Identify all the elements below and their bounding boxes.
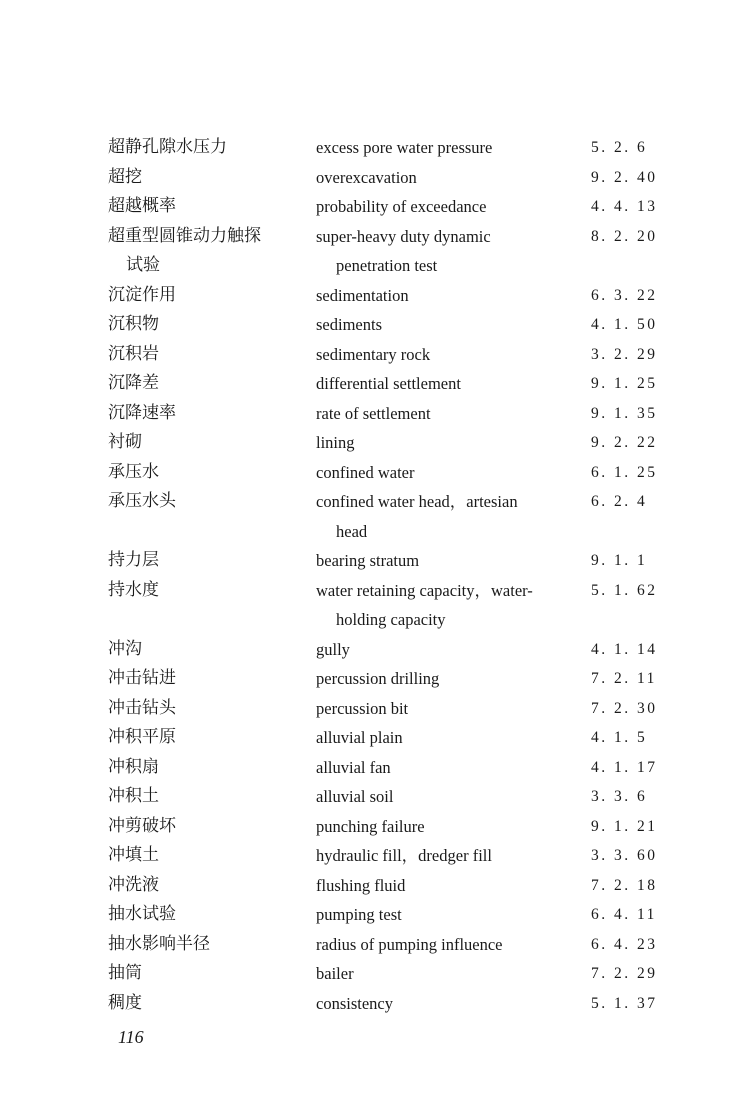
- glossary-entry: [108, 458, 668, 488]
- chinese-term: 超静孔隙水压力: [108, 137, 227, 157]
- chinese-term: 衬砌: [108, 432, 142, 452]
- glossary-entry: [108, 635, 668, 665]
- chinese-term: 沉降差: [108, 373, 159, 393]
- chinese-term: 冲积平原: [108, 727, 176, 747]
- english-term-line2: head: [336, 521, 368, 541]
- chinese-term: 抽水影响半径: [108, 933, 210, 954]
- chinese-term: 冲积扇: [108, 756, 159, 777]
- section-reference: 4. 4. 13: [591, 198, 658, 215]
- english-term: differential settlement: [316, 374, 461, 393]
- section-reference: 6. 4. 11: [591, 906, 657, 923]
- english-term: sedimentation: [316, 285, 409, 305]
- chinese-term: 冲积土: [108, 786, 159, 806]
- section-reference: 7. 2. 29: [591, 965, 658, 982]
- english-term: alluvial plain: [316, 728, 403, 747]
- english-term: flushing fluid: [316, 875, 406, 895]
- glossary-entry: [108, 399, 668, 429]
- chinese-term: 沉淀作用: [108, 284, 176, 305]
- section-reference: 9. 2. 40: [591, 168, 658, 186]
- glossary-entry: [108, 192, 668, 222]
- chinese-term: 沉降速率: [108, 402, 176, 423]
- glossary-entry: [108, 753, 668, 783]
- section-reference: 4. 1. 14: [591, 640, 658, 658]
- english-term: bailer: [316, 964, 354, 983]
- glossary-entry: [108, 930, 668, 960]
- glossary-entry: [108, 428, 668, 458]
- glossary-entry: [108, 576, 668, 635]
- section-reference: 9. 1. 25: [591, 375, 658, 392]
- glossary-entry: [108, 782, 668, 812]
- glossary-entry: [108, 871, 668, 901]
- section-reference: 9. 1. 1: [591, 552, 648, 569]
- english-term: alluvial soil: [316, 787, 394, 806]
- chinese-term: 超越概率: [108, 196, 176, 216]
- english-term: radius of pumping influence: [316, 934, 503, 954]
- glossary-entry: [108, 694, 668, 724]
- english-term: alluvial fan: [316, 757, 391, 777]
- chinese-term: [108, 222, 316, 281]
- english-term-line1: water retaining capacity，water-: [316, 580, 533, 600]
- section-reference: 9. 1. 35: [591, 404, 658, 422]
- glossary-entry: [108, 989, 668, 1019]
- glossary-entry: [108, 900, 668, 930]
- section-reference: 4. 1. 17: [591, 758, 658, 776]
- section-reference: 7. 2. 30: [591, 699, 658, 717]
- english-term: sediments: [316, 315, 382, 334]
- chinese-term: 沉积物: [108, 314, 159, 334]
- chinese-term: 冲击钻头: [108, 697, 176, 718]
- section-reference: 3. 3. 6: [591, 788, 648, 805]
- english-term: gully: [316, 639, 350, 659]
- chinese-term: 冲洗液: [108, 874, 159, 895]
- english-term: pumping test: [316, 905, 402, 924]
- section-reference: 7. 2. 11: [591, 670, 657, 687]
- chinese-term: 冲击钻进: [108, 668, 176, 688]
- chinese-term: 承压水头: [108, 491, 176, 511]
- page-number: 116: [118, 1027, 144, 1047]
- english-term-line1: super-heavy duty dynamic: [316, 226, 491, 246]
- glossary-entry: [108, 310, 668, 340]
- glossary-entry: [108, 340, 668, 370]
- section-reference: 9. 2. 22: [591, 434, 658, 451]
- section-reference: 6. 1. 25: [591, 463, 658, 481]
- chinese-term: 稠度: [108, 992, 142, 1013]
- english-term: excess pore water pressure: [316, 138, 493, 157]
- glossary-entry: [108, 369, 668, 399]
- glossary-list: [108, 133, 668, 1018]
- section-reference: 9. 1. 21: [591, 817, 658, 835]
- section-reference: 4. 1. 50: [591, 316, 658, 333]
- english-term: [316, 487, 591, 546]
- english-term: confined water: [316, 462, 415, 482]
- section-reference: 5. 1. 62: [591, 581, 658, 599]
- english-term: rate of settlement: [316, 403, 431, 423]
- section-reference: 6. 3. 22: [591, 286, 658, 304]
- section-reference: 6. 4. 23: [591, 935, 658, 953]
- english-term: hydraulic fill，dredger fill: [316, 846, 492, 865]
- section-reference: 8. 2. 20: [591, 227, 658, 245]
- english-term: percussion drilling: [316, 669, 440, 688]
- glossary-entry: [108, 841, 668, 871]
- chinese-term-line1: 超重型圆锥动力触探: [108, 225, 261, 246]
- chinese-term-line2: 试验: [126, 255, 160, 275]
- english-term-line2: holding capacity: [336, 610, 446, 629]
- chinese-term: 抽水试验: [108, 904, 176, 924]
- english-term: [316, 222, 591, 281]
- english-term: lining: [316, 433, 355, 452]
- glossary-entry: [108, 723, 668, 753]
- chinese-term: 沉积岩: [108, 343, 159, 364]
- chinese-term: 持力层: [108, 550, 159, 570]
- english-term: overexcavation: [316, 167, 417, 187]
- chinese-term: 超挖: [108, 166, 142, 187]
- chinese-term: 抽筒: [108, 963, 142, 983]
- english-term: sedimentary rock: [316, 344, 431, 364]
- chinese-term: 冲沟: [108, 638, 142, 659]
- section-reference: 3. 3. 60: [591, 847, 658, 864]
- section-reference: 5. 1. 37: [591, 994, 658, 1012]
- chinese-term: 冲剪破坏: [108, 815, 176, 836]
- glossary-entry: [108, 546, 668, 576]
- chinese-term: 冲填土: [108, 845, 159, 865]
- glossary-entry: [108, 281, 668, 311]
- glossary-entry: [108, 487, 668, 546]
- english-term: consistency: [316, 993, 393, 1013]
- glossary-entry: [108, 163, 668, 193]
- glossary-entry: [108, 959, 668, 989]
- glossary-entry: [108, 664, 668, 694]
- section-reference: 3. 2. 29: [591, 345, 658, 363]
- english-term: [316, 576, 591, 635]
- section-reference: 6. 2. 4: [591, 493, 648, 510]
- english-term: punching failure: [316, 816, 425, 836]
- english-term: percussion bit: [316, 698, 409, 718]
- glossary-entry: [108, 222, 668, 281]
- english-term-line2: penetration test: [336, 256, 438, 275]
- section-reference: 4. 1. 5: [591, 729, 648, 746]
- english-term: probability of exceedance: [316, 197, 487, 216]
- chinese-term: 承压水: [108, 461, 159, 482]
- glossary-entry: [108, 133, 668, 163]
- section-reference: 5. 2. 6: [591, 139, 648, 156]
- english-term-line1: confined water head，artesian: [316, 492, 518, 511]
- section-reference: 7. 2. 18: [591, 876, 658, 894]
- english-term: bearing stratum: [316, 551, 420, 570]
- chinese-term: 持水度: [108, 579, 159, 600]
- glossary-entry: [108, 812, 668, 842]
